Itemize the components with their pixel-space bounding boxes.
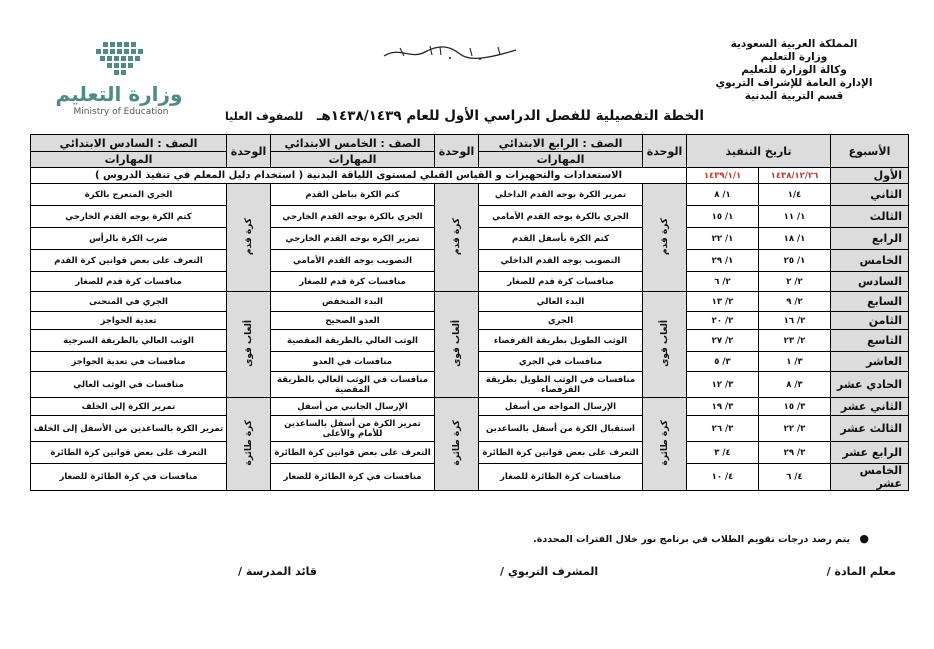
date-from-cell: ٣/ ١٥ <box>759 398 831 416</box>
date-to-cell: ١/ ١٥ <box>687 206 759 228</box>
skill-cell: البدء العالي <box>479 292 643 312</box>
week-header: الأسبوع <box>831 135 909 168</box>
skill-cell: تمرير الكرة من أسفل بالساعدين للأمام والأعلى <box>271 416 435 442</box>
unit-header: الوحدة <box>227 135 271 168</box>
admin-text: الإدارة العامة للإشراف التربوي <box>715 77 873 89</box>
skill-cell: الجري في المنحنى <box>31 292 227 312</box>
skill-cell: كتم الكرة بوجه القدم الخارجي <box>31 206 227 228</box>
unit-cell <box>643 398 687 491</box>
week-cell: الثاني عشر <box>831 398 909 416</box>
date-from-cell: ٢/ ٢٣ <box>759 330 831 352</box>
skill-cell: تمرير الكره بوجه القدم الخارجي <box>271 228 435 250</box>
date-from-cell: ١/ ١١ <box>759 206 831 228</box>
skill-cell: تمرير الكرة إلى الخلف <box>31 398 227 416</box>
date-from-cell: ١٤٣٨/١٢/٢٦ <box>759 168 831 184</box>
plan-subtitle: للصفوف العليا <box>225 110 304 123</box>
date-from-cell: ٢/ ١٦ <box>759 312 831 330</box>
skill-cell: استقبال الكرة من أسفل بالساعدين <box>479 416 643 442</box>
week-cell: العاشر <box>831 352 909 372</box>
unit-label: ألعاب قوى <box>451 319 462 367</box>
skill-cell: تمرير الكرة بالساعدين من الأسفل إلى الخلف <box>31 416 227 442</box>
skill-cell: الجري <box>479 312 643 330</box>
skill-cell: الإرسال الجانبي من أسفل <box>271 398 435 416</box>
date-to-cell: ٣/ ٢٦ <box>687 416 759 442</box>
skill-cell: التعرف على بعض قوانين كرة الطائرة <box>271 442 435 464</box>
week-cell: الثالث <box>831 206 909 228</box>
unit-header: الوحدة <box>643 135 687 168</box>
skills-header: المهارات <box>271 152 435 168</box>
date-to-cell: ٢/ ٦ <box>687 272 759 292</box>
date-from-cell: ٢/ ٩ <box>759 292 831 312</box>
ministry-header <box>694 38 894 103</box>
week-cell: الخامس عشر <box>831 464 909 491</box>
week-cell: الأول <box>831 168 909 184</box>
skill-cell: كتم الكرة بأسفل القدم <box>479 228 643 250</box>
date-from-cell: ٣/ ٢٩ <box>759 442 831 464</box>
date-from-cell: ١/ ١٨ <box>759 228 831 250</box>
grade6-header: الصف : السادس الابتدائي <box>31 135 227 152</box>
week-cell: التاسع <box>831 330 909 352</box>
date-from-cell: ١/ ٢٥ <box>759 250 831 272</box>
logo-arabic-text: وزارة التعليم <box>55 82 183 106</box>
ministry-text: وزارة التعليم <box>760 51 828 63</box>
date-from-cell: ٣/ ٨ <box>759 372 831 398</box>
date-to-cell: ٢/ ١٣ <box>687 292 759 312</box>
unit-cell <box>435 292 479 398</box>
kingdom-text: المملكة العربية السعودية <box>730 38 858 50</box>
skill-cell: منافسات في الوثب الطويل بطريقة القرفصاء <box>479 372 643 398</box>
skill-cell: البدء المنخفض <box>271 292 435 312</box>
week-cell: الثالث عشر <box>831 416 909 442</box>
grade4-header: الصف : الرابع الابتدائي <box>479 135 643 152</box>
table-row <box>31 184 909 206</box>
date-to-cell: ٢/ ٢٠ <box>687 312 759 330</box>
note <box>533 532 869 545</box>
unit-label: كرة قدم <box>451 217 462 255</box>
skill-cell: ضرب الكرة بالرأس <box>31 228 227 250</box>
table-row <box>31 398 909 416</box>
unit-cell <box>227 292 271 398</box>
skill-cell: التصويب بوجه القدم الأمامي <box>271 250 435 272</box>
date-to-cell: ١/ ٢٩ <box>687 250 759 272</box>
skill-cell: التعرف على بعض قوانين كرة الطائرة <box>31 442 227 464</box>
skill-cell: منافسات في تعدية الحواجز <box>31 352 227 372</box>
skill-cell: تمرير الكرة بوجه القدم الداخلي <box>479 184 643 206</box>
dept-text: قسم التربية البدنية <box>744 90 844 102</box>
unit-cell <box>643 184 687 292</box>
date-to-cell: ٢/ ٢٧ <box>687 330 759 352</box>
skill-cell: الجري بالكرة بوجه القدم الأمامي <box>479 206 643 228</box>
skill-cell: منافسات في الوثب العالي بالطريقة المقصية <box>271 372 435 398</box>
skill-cell: التعرف على بعض قوانين كرة الطائرة <box>479 442 643 464</box>
unit-label: كرة قدم <box>659 217 670 255</box>
week-cell: السادس <box>831 272 909 292</box>
week-cell: الثامن <box>831 312 909 330</box>
skill-cell: منافسات في الجري <box>479 352 643 372</box>
date-from-cell: ٤/ ٦ <box>759 464 831 491</box>
date-header: تاريخ التنفيذ <box>687 135 831 168</box>
skill-cell: منافسات في العدو <box>271 352 435 372</box>
grade5-header: الصف : الخامس الابتدائي <box>271 135 435 152</box>
date-to-cell: ١٤٣٩/١/١ <box>687 168 759 184</box>
unit-cell <box>643 292 687 398</box>
skill-cell: منافسات في كرة الطائرة للصغار <box>31 464 227 491</box>
agency-text: وكالة الوزارة للتعليم <box>741 64 847 76</box>
skills-header: المهارات <box>479 152 643 168</box>
skills-header: المهارات <box>31 152 227 168</box>
date-from-cell: ٣/ ١ <box>759 352 831 372</box>
unit-cell <box>435 184 479 292</box>
supervisor-signature: المشرف التربوي / <box>500 565 599 578</box>
skill-cell: منافسات في كرة الطائرة للصغار <box>271 464 435 491</box>
skill-cell: منافسات كرة الطائرة للصغار <box>479 464 643 491</box>
skill-cell: الجري بالكرة بوجه القدم الخارجي <box>271 206 435 228</box>
week-cell: الثاني <box>831 184 909 206</box>
bullet-icon: ● <box>859 532 869 545</box>
week-cell: السابع <box>831 292 909 312</box>
unit-cell <box>227 184 271 292</box>
principal-signature: قائد المدرسة / <box>238 565 317 578</box>
unit-cell <box>227 398 271 491</box>
skill-cell: منافسات كرة قدم للصغار <box>479 272 643 292</box>
logo-english-text: Ministry of Education <box>73 107 169 117</box>
unit-cell <box>435 398 479 491</box>
unit-label: ألعاب قوى <box>659 319 670 367</box>
date-to-cell: ١/ ٢٢ <box>687 228 759 250</box>
skill-cell: الوثب العالي بالطريقة المقصية <box>271 330 435 352</box>
skill-cell: التعرف على بعض قوانين كرة القدم <box>31 250 227 272</box>
week-cell: الرابع عشر <box>831 442 909 464</box>
date-from-cell: ٣/ ٢٢ <box>759 416 831 442</box>
unit-label: كرة طائرة <box>451 419 462 466</box>
skill-cell: التصويب بوجه القدم الداخلي <box>479 250 643 272</box>
skill-cell: الجري المتعرج بالكرة <box>31 184 227 206</box>
unit-header: الوحدة <box>435 135 479 168</box>
skill-cell: العدو الصحيح <box>271 312 435 330</box>
skill-cell: منافسات في الوثب العالي <box>31 372 227 398</box>
skill-cell: منافسات كرة قدم للصغار <box>31 272 227 292</box>
date-to-cell: ٤/ ١٠ <box>687 464 759 491</box>
note-text: يتم رصد درجات تقويم الطلاب في برنامج نور خلال الفترات المحددة. <box>533 534 851 545</box>
table-row <box>31 168 909 184</box>
date-to-cell: ٣/ ١٩ <box>687 398 759 416</box>
table-row <box>31 292 909 312</box>
skill-cell: كتم الكرة بباطن القدم <box>271 184 435 206</box>
date-to-cell: ٤/ ٣ <box>687 442 759 464</box>
date-to-cell: ٣/ ٥ <box>687 352 759 372</box>
plan-table <box>30 134 909 491</box>
plan-title: الخطة التفصيلية للفصل الدراسي الأول للعام ١٤٣٨/١٤٣٩هـ <box>316 108 704 124</box>
prep-text-cell: الاستعدادات والتجهيزات و القياس القبلي لمستوى اللياقة البدنية ( استخدام دليل المعلم في تنفيذ الدروس ) <box>31 168 687 184</box>
date-from-cell: ٢/ ٢ <box>759 272 831 292</box>
teacher-signature: معلم المادة / <box>826 565 896 578</box>
unit-label: ألعاب قوى <box>243 319 254 367</box>
date-to-cell: ١/ ٨ <box>687 184 759 206</box>
skill-cell: تعدية الحواجز <box>31 312 227 330</box>
unit-label: كرة قدم <box>243 217 254 255</box>
skill-cell: الوثب الطويل بطريقة القرفصاء <box>479 330 643 352</box>
date-to-cell: ٣/ ١٢ <box>687 372 759 398</box>
skill-cell: الوثب العالي بالطريقة السرجية <box>31 330 227 352</box>
unit-label: كرة طائرة <box>659 419 670 466</box>
basmala-calligraphy <box>380 42 520 62</box>
week-cell: الحادي عشر <box>831 372 909 398</box>
week-cell: الرابع <box>831 228 909 250</box>
skill-cell: الإرسال المواجه من أسفل <box>479 398 643 416</box>
week-cell: الخامس <box>831 250 909 272</box>
date-from-cell: ١/٤ <box>759 184 831 206</box>
unit-label: كرة طائرة <box>243 419 254 466</box>
skill-cell: منافسات كرة قدم للصغار <box>271 272 435 292</box>
